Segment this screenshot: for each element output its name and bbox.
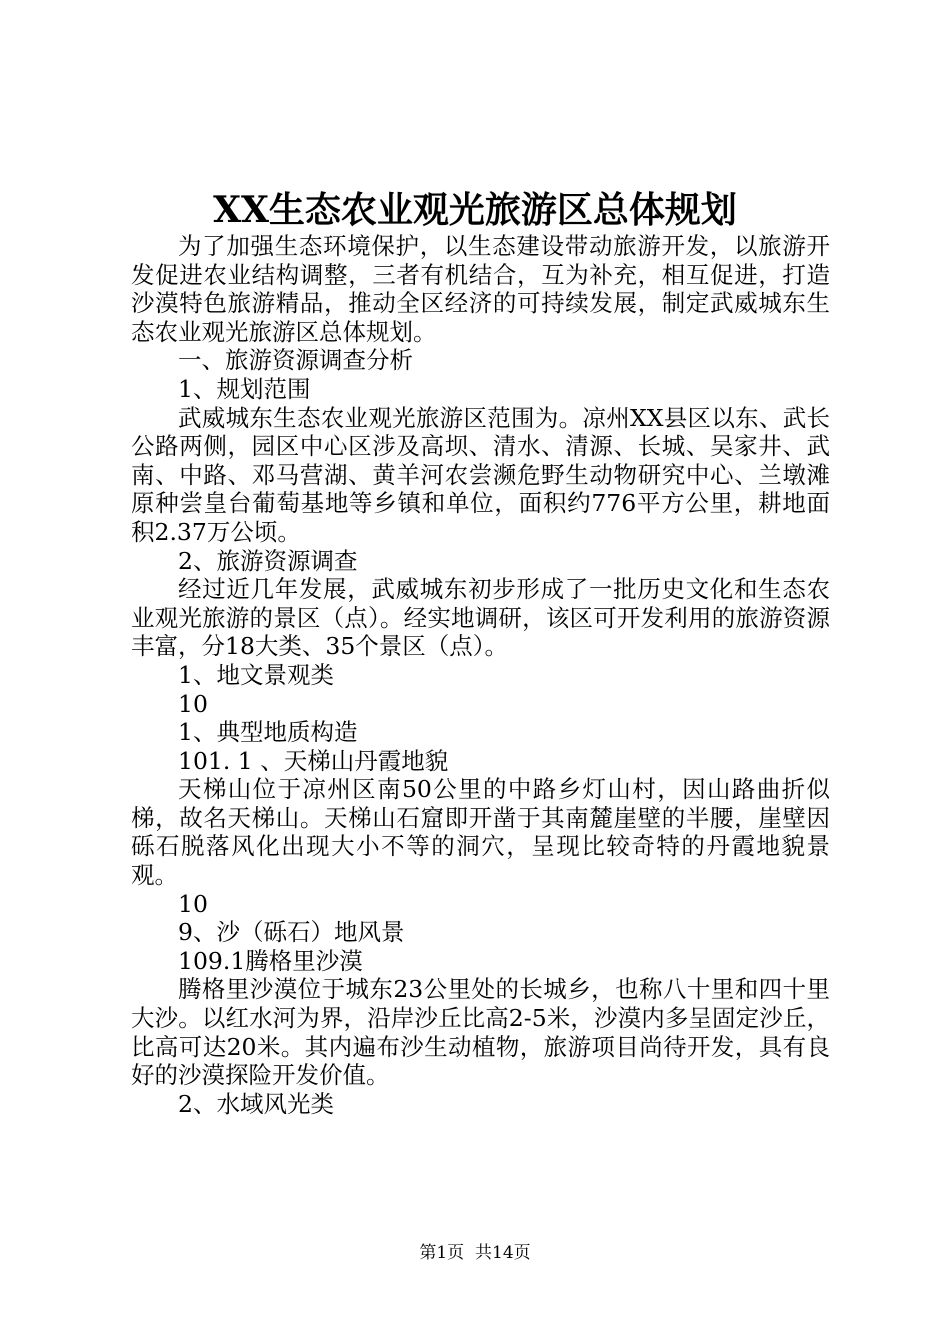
page-number: 第1页	[419, 1243, 465, 1263]
page-footer	[0, 1241, 950, 1265]
paragraph: 天梯山位于凉州区南50公里的中路乡灯山村，因山路曲折似梯，故名天梯山。天梯山石窟即开凿于其南麓崖壁的半腰，崖壁因砾石脱落风化出现大小不等的洞穴，呈现比较奇特的丹霞地貌景观。	[131, 775, 830, 890]
heading-level-3: 1、地文景观类	[178, 660, 334, 689]
section-number: 10	[178, 889, 208, 918]
document-title: XX生态农业观光旅游区总体规划	[213, 189, 737, 231]
heading-level-2: 2、旅游资源调查	[178, 546, 358, 575]
heading-level-3: 9、沙（砾石）地风景	[178, 918, 405, 947]
heading-level-3: 1、典型地质构造	[178, 718, 358, 747]
paragraph: 为了加强生态环境保护，以生态建设带动旅游开发，以旅游开发促进农业结构调整，三者有机结合，互为补充，相互促进，打造沙漠特色旅游精品，推动全区经济的可持续发展，制定武威城东生态农业观光旅游区总体规划。	[131, 232, 830, 346]
paragraph: 武威城东生态农业观光旅游区范围为。凉州XX县区以东、武长公路两侧，园区中心区涉及高坝、清水、清源、长城、吴家井、武南、中路、邓马营湖、黄羊河农尝濒危野生动物研究中心、兰墩滩原种尝皇台葡萄基地等乡镇和单位，面积约776平方公里，耕地面积2.37万公顷。	[131, 403, 830, 546]
document-body	[131, 232, 830, 1118]
heading-level-1: 一、旅游资源调查分析	[178, 346, 413, 375]
heading-level-4: 101. 1 、天梯山丹霞地貌	[178, 746, 449, 775]
paragraph: 腾格里沙漠位于城东23公里处的长城乡，也称八十里和四十里大沙。以红水河为界，沿岸沙丘比高2-5米，沙漠内多呈固定沙丘，比高可达20米。其内遍布沙生动植物，旅游项目尚待开发，具有良好的沙漠探险开发价值。	[131, 975, 830, 1090]
heading-level-4: 109.1腾格里沙漠	[178, 946, 363, 975]
section-number: 10	[178, 689, 208, 718]
paragraph: 经过近几年发展，武威城东初步形成了一批历史文化和生态农业观光旅游的景区（点）。经实地调研，该区可开发利用的旅游资源丰富，分18大类、35个景区（点）。	[131, 575, 830, 661]
heading-level-2: 1、规划范围	[178, 374, 311, 403]
page-total: 共14页	[475, 1243, 531, 1263]
heading-level-2: 2、水域风光类	[178, 1089, 334, 1118]
